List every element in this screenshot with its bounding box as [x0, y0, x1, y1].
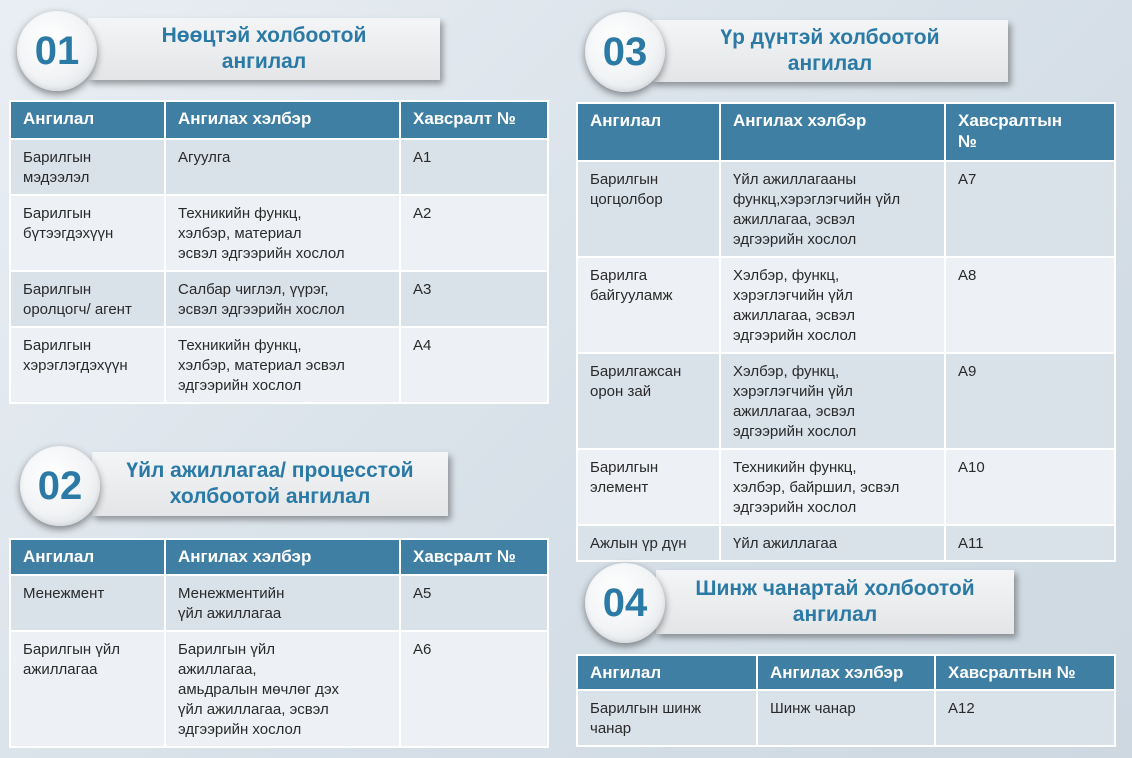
category-cell: Барилгын оролцогч/ агент — [10, 271, 165, 327]
form-cell: Барилгын үйл ажиллагаа, амьдралын мөчлөг дэх үйл ажиллагаа, эсвэл эдгээрийн хослол — [165, 631, 400, 747]
table-row — [577, 690, 1115, 746]
category-cell: Барилгын үйл ажиллагаа — [10, 631, 165, 747]
table-row — [10, 575, 548, 631]
column-header: Хавсралт № — [400, 101, 548, 139]
form-cell: Менежментийн үйл ажиллагаа — [165, 575, 400, 631]
section-02-title-line-2: холбоотой ангилал — [169, 485, 371, 508]
annex-cell: A1 — [400, 139, 548, 195]
category-cell: Ажлын үр дүн — [577, 525, 720, 561]
form-cell: Шинж чанар — [757, 690, 935, 746]
category-cell: Менежмент — [10, 575, 165, 631]
section-04-number-badge: 04 — [585, 563, 665, 643]
annex-cell: A5 — [400, 575, 548, 631]
form-cell: Техникийн функц, хэлбэр, материал эсвэл эдгээрийн хослол — [165, 327, 400, 403]
category-cell: Барилгын бүтээгдэхүүн — [10, 195, 165, 271]
category-cell: Барилга байгууламж — [577, 257, 720, 353]
table-row — [10, 271, 548, 327]
section-03-title-line-2: ангилал — [787, 52, 873, 75]
annex-cell: A4 — [400, 327, 548, 403]
column-header: Хавсралтын № — [945, 103, 1115, 161]
section-02-number-badge: 02 — [20, 446, 100, 526]
annex-cell: A9 — [945, 353, 1115, 449]
annex-cell: A7 — [945, 161, 1115, 257]
table-header-row — [577, 655, 1115, 690]
section-04-title-line-1: Шинж чанартай холбоотой — [695, 577, 975, 600]
annex-cell: A11 — [945, 525, 1115, 561]
section-02-title-line-1: Үйл ажиллагаа/ процесстой — [126, 459, 414, 482]
form-cell: Агуулга — [165, 139, 400, 195]
section-03-table — [576, 102, 1116, 562]
table-row — [577, 257, 1115, 353]
section-01-title-line-1: Нөөцтэй холбоотой — [161, 24, 367, 47]
table-row — [577, 353, 1115, 449]
column-header: Ангилах хэлбэр — [165, 539, 400, 575]
section-01-number-badge: 01 — [17, 11, 97, 91]
annex-cell: A2 — [400, 195, 548, 271]
form-cell: Салбар чиглэл, үүрэг, эсвэл эдгээрийн хослол — [165, 271, 400, 327]
form-cell: Үйл ажиллагаа — [720, 525, 945, 561]
form-cell: Үйл ажиллагааны функц,хэрэглэгчийн үйл ажиллагаа, эсвэл эдгээрийн хослол — [720, 161, 945, 257]
section-04-table — [576, 654, 1116, 747]
annex-cell: A6 — [400, 631, 548, 747]
form-cell: Хэлбэр, функц, хэрэглэгчийн үйл ажиллагаа, эсвэл эдгээрийн хослол — [720, 353, 945, 449]
category-cell: Барилгын хэрэглэгдэхүүн — [10, 327, 165, 403]
section-01-table — [9, 100, 549, 404]
section-03-title-line-1: Үр дүнтэй холбоотой — [720, 26, 940, 49]
section-01-title-line-2: ангилал — [221, 50, 307, 73]
column-header: Ангилах хэлбэр — [165, 101, 400, 139]
column-header: Хавсралтын № — [935, 655, 1115, 690]
annex-cell: A8 — [945, 257, 1115, 353]
column-header: Ангилах хэлбэр — [757, 655, 935, 690]
table-row — [10, 139, 548, 195]
category-cell: Барилгын мэдээлэл — [10, 139, 165, 195]
category-cell: Барилгын цогцолбор — [577, 161, 720, 257]
category-cell: Барилгын шинж чанар — [577, 690, 757, 746]
annex-cell: A10 — [945, 449, 1115, 525]
section-01-title-banner — [88, 18, 440, 80]
form-cell: Техникийн функц, хэлбэр, материал эсвэл эдгээрийн хослол — [165, 195, 400, 271]
category-cell: Барилгажсан орон зай — [577, 353, 720, 449]
column-header: Ангилал — [577, 103, 720, 161]
section-02-table — [9, 538, 549, 748]
table-header-row — [577, 103, 1115, 161]
table-row — [577, 525, 1115, 561]
column-header: Ангилал — [577, 655, 757, 690]
column-header: Хавсралт № — [400, 539, 548, 575]
section-03-number-badge: 03 — [585, 12, 665, 92]
table-row — [577, 161, 1115, 257]
form-cell: Техникийн функц, хэлбэр, байршил, эсвэл эдгээрийн хослол — [720, 449, 945, 525]
column-header: Ангилах хэлбэр — [720, 103, 945, 161]
annex-cell: A3 — [400, 271, 548, 327]
table-header-row — [10, 539, 548, 575]
column-header: Ангилал — [10, 539, 165, 575]
section-04-title-line-2: ангилал — [792, 603, 878, 626]
table-row — [10, 195, 548, 271]
section-04-title-banner — [656, 570, 1014, 634]
section-02-title-banner — [92, 452, 448, 516]
annex-cell: A12 — [935, 690, 1115, 746]
column-header: Ангилал — [10, 101, 165, 139]
table-row — [577, 449, 1115, 525]
table-row — [10, 327, 548, 403]
table-row — [10, 631, 548, 747]
table-header-row — [10, 101, 548, 139]
section-03-title-banner — [652, 20, 1008, 82]
form-cell: Хэлбэр, функц, хэрэглэгчийн үйл ажиллагаа, эсвэл эдгээрийн хослол — [720, 257, 945, 353]
category-cell: Барилгын элемент — [577, 449, 720, 525]
